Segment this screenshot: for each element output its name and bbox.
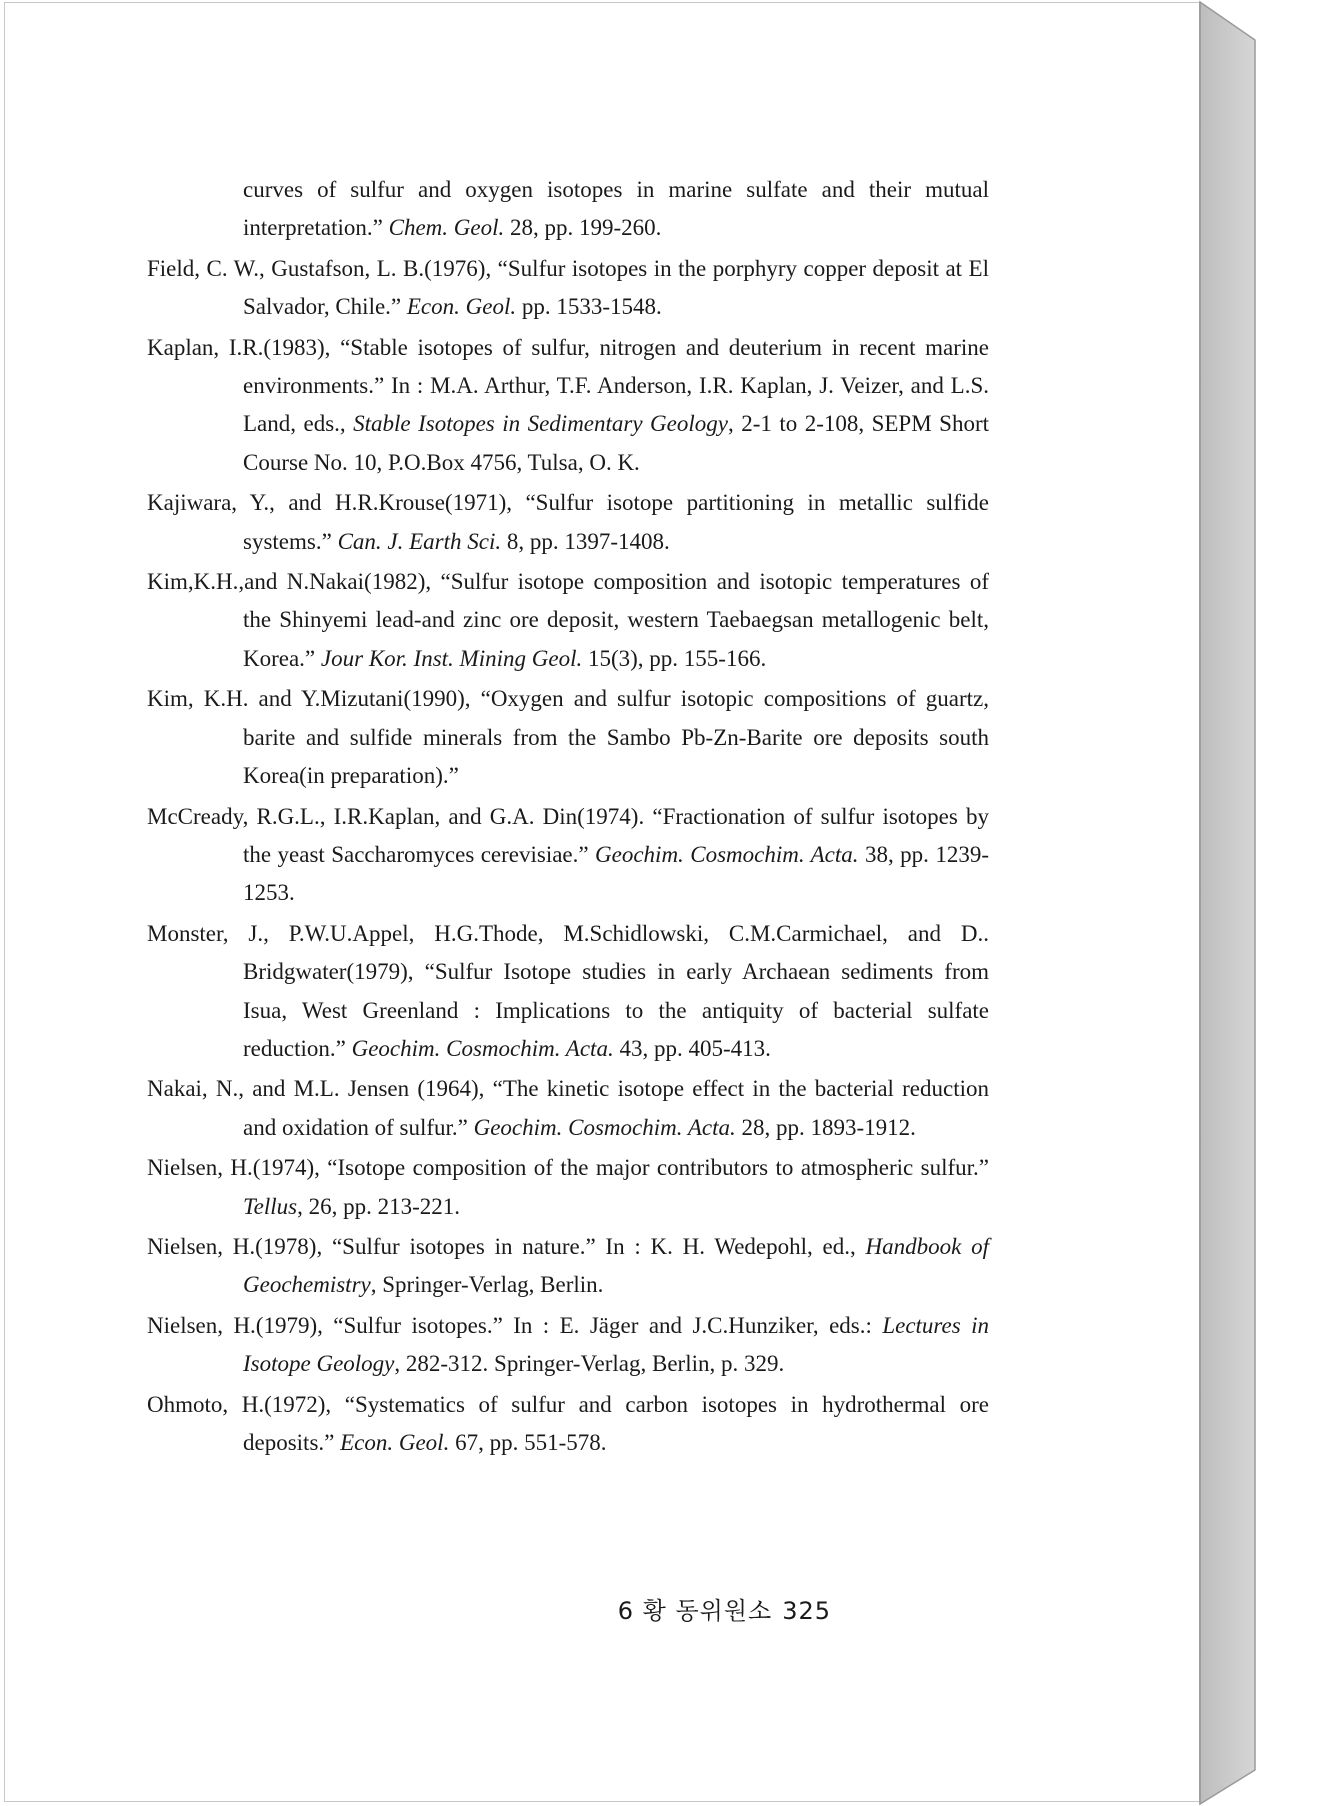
reference-source-title: Lectures in Isotope Geology — [243, 1312, 990, 1377]
footer-chapter-title: 6 황 동위원소 — [617, 1597, 773, 1625]
reference-source-title: Handbook of Geochemistry — [243, 1233, 989, 1298]
reference-text: 43, pp. 405-413. — [613, 1035, 771, 1061]
reference-entry — [147, 563, 989, 678]
reference-entry — [147, 484, 989, 561]
reference-text: , Springer-Verlag, Berlin. — [370, 1272, 604, 1298]
reference-source-title: Can. J. Earth Sci. — [337, 528, 502, 554]
reference-text: 8, pp. 1397-1408. — [501, 528, 670, 554]
reference-entry — [147, 798, 989, 913]
reference-text: curves of sulfur and oxygen isotopes in marine sulfate and their mutual interpretation.” — [243, 177, 989, 241]
reference-source-title: Geochim. Cosmochim. Acta. — [473, 1114, 736, 1140]
reference-text: Nielsen, H.(1978), “Sulfur isotopes in nature.” In : K. H. Wedepohl, ed., — [147, 1233, 866, 1259]
reference-text: Field, C. W., Gustafson, L. B.(1976), “Sulfur isotopes in the porphyry copper deposit at El Salvador, Chile.” — [147, 255, 989, 320]
reference-text: Kim, K.H. and Y.Mizutani(1990), “Oxygen and sulfur isotopic compositions of guartz, barite and sulfide minerals from the Sambo Pb-Zn-Barite ore deposits south Korea(in preparation).” — [147, 686, 989, 789]
book-page — [4, 2, 1200, 1802]
reference-text: Kaplan, I.R.(1983), “Stable isotopes of sulfur, nitrogen and deuterium in recent marine environments.” In : M.A. Arthur, T.F. Anderson, I.R. Kaplan, J. Veizer, and L.S. Land, eds., — [147, 334, 989, 437]
reference-text: , 2-1 to 2-108, SEPM Short Course No. 10, P.O.Box 4756, Tulsa, O. K. — [243, 411, 989, 475]
reference-source-title: Geochim. Cosmochim. Acta. — [595, 841, 859, 867]
reference-text: Kim,K.H.,and N.Nakai(1982), “Sulfur isotope composition and isotopic temperatures of the Shinyemi lead-and zinc ore deposit, western Taebaegsan metallogenic belt, Korea.” — [147, 569, 989, 671]
reference-text: 38, pp. 1239-1253. — [243, 841, 989, 906]
reference-source-title: Tellus — [243, 1193, 298, 1219]
reference-text: McCready, R.G.L., I.R.Kaplan, and G.A. Din(1974). “Fractionation of sulfur isotopes by the yeast Saccharomyces cerevisiae.” — [147, 803, 989, 867]
page-number: 325 — [782, 1597, 831, 1625]
reference-source-title: Stable Isotopes in Sedimentary Geology — [353, 411, 728, 437]
reference-text: 28, pp. 1893-1912. — [735, 1114, 916, 1140]
reference-entry — [147, 1228, 989, 1305]
reference-source-title: Econ. Geol. — [340, 1430, 450, 1455]
reference-text: Kajiwara, Y., and H.R.Krouse(1971), “Sulfur isotope partitioning in metallic sulfide systems.” — [147, 490, 989, 554]
reference-text: , 282-312. Springer-Verlag, Berlin, p. 329. — [394, 1351, 785, 1377]
reference-entry — [147, 329, 989, 483]
reference-text: Monster, J., P.W.U.Appel, H.G.Thode, M.Schidlowski, C.M.Carmichael, and D.. Bridgwater(1979), “Sulfur Isotope studies in early Archaean sediments from Isua, West Greenland : Implications to the antiquity of bacterial sulfate reduction.” — [147, 920, 989, 1061]
reference-entry — [147, 680, 989, 795]
reference-list — [147, 171, 989, 1464]
reference-source-title: Econ. Geol. — [406, 294, 517, 320]
reference-entry — [147, 1149, 989, 1226]
reference-entry — [147, 915, 989, 1069]
reference-text: 15(3), pp. 155-166. — [582, 645, 767, 671]
reference-entry — [147, 1070, 989, 1147]
reference-text: Nielsen, H.(1974), “Isotope composition of the major contributors to atmospheric sulfur.” — [147, 1155, 989, 1181]
reference-text: Nielsen, H.(1979), “Sulfur isotopes.” In : E. Jäger and J.C.Hunziker, eds.: — [147, 1312, 883, 1338]
reference-text: , 26, pp. 213-221. — [297, 1193, 461, 1219]
reference-entry — [147, 250, 989, 327]
reference-source-title: Geochim. Cosmochim. Acta. — [351, 1035, 614, 1061]
reference-entry — [147, 1386, 989, 1463]
reference-text: 67, pp. 551-578. — [449, 1430, 607, 1455]
reference-text: Ohmoto, H.(1972), “Systematics of sulfur and carbon isotopes in hydrothermal ore deposits.” — [147, 1391, 989, 1455]
running-footer — [608, 1591, 831, 1626]
reference-source-title: Jour Kor. Inst. Mining Geol. — [320, 645, 583, 671]
reference-text: 28, pp. 199-260. — [504, 215, 662, 241]
reference-source-title: Chem. Geol. — [388, 215, 505, 241]
reference-entry — [147, 1307, 989, 1384]
reference-text: Nakai, N., and M.L. Jensen (1964), “The kinetic isotope effect in the bacterial reduction and oxidation of sulfur.” — [147, 1076, 989, 1140]
reference-text: pp. 1533-1548. — [516, 294, 662, 320]
reference-entry — [147, 171, 989, 248]
